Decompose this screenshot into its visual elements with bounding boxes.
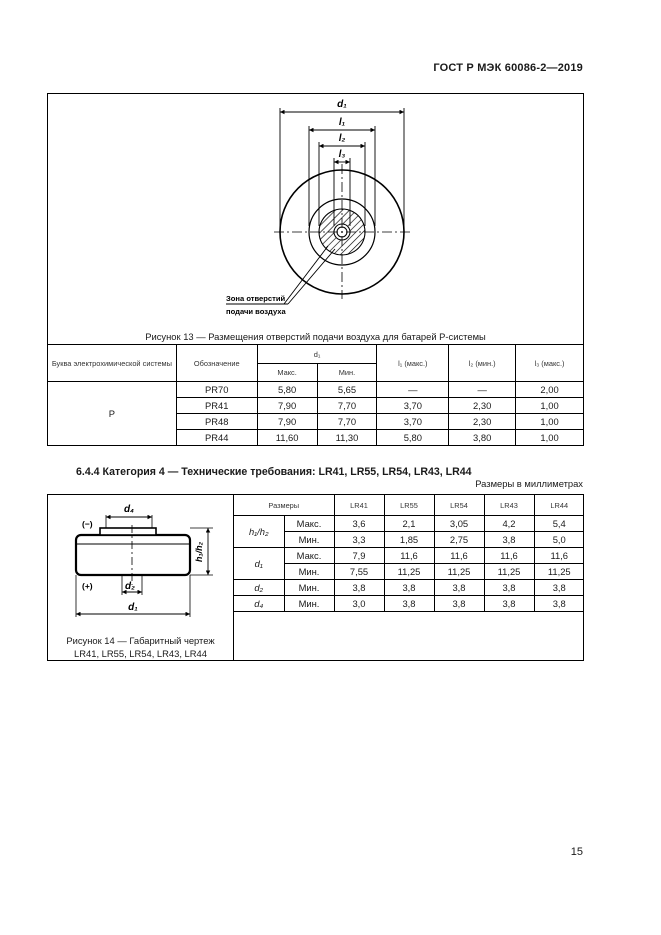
value-cell: 7,55 <box>334 564 384 580</box>
cell-d1-max: 5,80 <box>257 382 317 398</box>
header-col: LR44 <box>534 495 584 516</box>
value-cell: 3,0 <box>334 596 384 612</box>
cell-l3: 1,00 <box>516 398 584 414</box>
figure-14-caption-line1: Рисунок 14 — Габаритный чертеж <box>66 635 215 646</box>
table-row <box>234 516 584 532</box>
limit-cell: Мин. <box>284 564 334 580</box>
figure-13-frame <box>47 93 584 345</box>
cell-l3: 1,00 <box>516 414 584 430</box>
zone-leader-2 <box>288 249 335 304</box>
cell-name: PR41 <box>176 398 257 414</box>
cell-name: PR48 <box>176 414 257 430</box>
cell-name: PR70 <box>176 382 257 398</box>
header-letter: Буква электрохимической системы <box>48 345 177 382</box>
value-cell: 3,8 <box>484 532 534 548</box>
table-pr-dimensions <box>47 344 584 446</box>
cell-l2: — <box>449 382 516 398</box>
limit-cell: Макс. <box>284 516 334 532</box>
cell-name: PR44 <box>176 430 257 446</box>
header-l1: l₁ (макс.) <box>377 345 449 382</box>
limit-cell: Мин. <box>284 596 334 612</box>
cell-l3: 1,00 <box>516 430 584 446</box>
figure-14-caption-line2: LR41, LR55, LR54, LR43, LR44 <box>74 647 207 659</box>
d4-label: d₄ <box>123 504 135 515</box>
table-row <box>234 548 584 564</box>
header-l2: l₂ (мин.) <box>449 345 516 382</box>
value-cell: 11,25 <box>434 564 484 580</box>
limit-cell: Мин. <box>284 580 334 596</box>
cell-l1: 3,70 <box>377 414 449 430</box>
value-cell: 1,85 <box>384 532 434 548</box>
value-cell: 3,05 <box>434 516 484 532</box>
cell-l1: — <box>377 382 449 398</box>
l1-label: l₁ <box>338 117 346 128</box>
header-sizes: Размеры <box>234 495 334 516</box>
d2-label: d₂ <box>125 581 135 592</box>
table-lr-dimensions <box>234 495 584 612</box>
param-cell: h₁/h₂ <box>234 516 284 548</box>
param-cell: d₄ <box>234 596 284 612</box>
header-max: Макс. <box>257 364 317 382</box>
units-note: Размеры в миллиметрах <box>475 478 583 489</box>
cell-l1: 3,70 <box>377 398 449 414</box>
l3-label: l₃ <box>338 149 346 160</box>
cell-d1-min: 7,70 <box>317 398 377 414</box>
cell-l1: 5,80 <box>377 430 449 446</box>
table-row <box>48 382 584 398</box>
value-cell: 5,0 <box>534 532 584 548</box>
header-designation: Обозначение <box>176 345 257 382</box>
value-cell: 11,6 <box>484 548 534 564</box>
limit-cell: Мин. <box>284 532 334 548</box>
value-cell: 3,8 <box>534 596 584 612</box>
figure-14-panel <box>48 495 234 660</box>
table-row <box>234 580 584 596</box>
figure-14-frame <box>47 494 584 661</box>
header-col: LR41 <box>334 495 384 516</box>
table-row <box>234 596 584 612</box>
value-cell: 4,2 <box>484 516 534 532</box>
value-cell: 3,8 <box>484 596 534 612</box>
d1-label: d₁ <box>337 99 347 110</box>
h-label: h₁/h₂ <box>194 541 204 563</box>
negative-cap <box>100 528 156 535</box>
value-cell: 3,8 <box>334 580 384 596</box>
zone-label-line1: Зона отверстий <box>226 294 286 303</box>
value-cell: 11,6 <box>384 548 434 564</box>
value-cell: 3,8 <box>434 580 484 596</box>
limit-cell: Макс. <box>284 548 334 564</box>
cell-d1-max: 11,60 <box>257 430 317 446</box>
figure-13-drawing <box>48 94 583 329</box>
value-cell: 11,6 <box>534 548 584 564</box>
figure-13-caption: Рисунок 13 — Размещения отверстий подачи воздуха для батарей P-системы <box>145 331 486 342</box>
cell-d1-min: 7,70 <box>317 414 377 430</box>
section-heading: 6.4.4 Категория 4 — Технические требования: LR41, LR55, LR54, LR43, LR44 <box>76 466 472 478</box>
figure-14-drawing <box>48 495 233 633</box>
l2-label: l₂ <box>338 133 346 144</box>
cell-l2: 2,30 <box>449 398 516 414</box>
cell-d1-max: 7,90 <box>257 398 317 414</box>
cell-l3: 2,00 <box>516 382 584 398</box>
document-header: ГОСТ Р МЭК 60086-2—2019 <box>433 62 583 74</box>
cell-d1-max: 7,90 <box>257 414 317 430</box>
cell-body <box>76 535 190 575</box>
table-row <box>234 564 584 580</box>
header-l3: l₃ (макс.) <box>516 345 584 382</box>
value-cell: 5,4 <box>534 516 584 532</box>
value-cell: 2,1 <box>384 516 434 532</box>
value-cell: 3,3 <box>334 532 384 548</box>
value-cell: 11,25 <box>534 564 584 580</box>
d1-label: d₁ <box>128 602 138 613</box>
figure-14-caption <box>48 635 233 660</box>
value-cell: 3,8 <box>484 580 534 596</box>
group-letter-cell: P <box>48 382 177 446</box>
negative-terminal-label: (−) <box>82 519 93 529</box>
page-number: 15 <box>570 846 583 858</box>
value-cell: 11,25 <box>484 564 534 580</box>
param-cell: d₁ <box>234 548 284 580</box>
value-cell: 2,75 <box>434 532 484 548</box>
cell-d1-min: 11,30 <box>317 430 377 446</box>
positive-terminal-label: (+) <box>82 581 93 591</box>
cell-l2: 3,80 <box>449 430 516 446</box>
param-cell: d₂ <box>234 580 284 596</box>
value-cell: 3,6 <box>334 516 384 532</box>
header-col: LR43 <box>484 495 534 516</box>
header-col: LR55 <box>384 495 434 516</box>
value-cell: 11,6 <box>434 548 484 564</box>
cell-l2: 2,30 <box>449 414 516 430</box>
header-d1: d₁ <box>257 345 377 364</box>
value-cell: 11,25 <box>384 564 434 580</box>
header-col: LR54 <box>434 495 484 516</box>
cell-d1-min: 5,65 <box>317 382 377 398</box>
value-cell: 3,8 <box>384 580 434 596</box>
header-min: Мин. <box>317 364 377 382</box>
value-cell: 3,8 <box>434 596 484 612</box>
table-row <box>234 532 584 548</box>
value-cell: 3,8 <box>384 596 434 612</box>
value-cell: 3,8 <box>534 580 584 596</box>
zone-label-line2: подачи воздуха <box>226 307 286 316</box>
value-cell: 7,9 <box>334 548 384 564</box>
zone-leader-1 <box>284 246 328 304</box>
